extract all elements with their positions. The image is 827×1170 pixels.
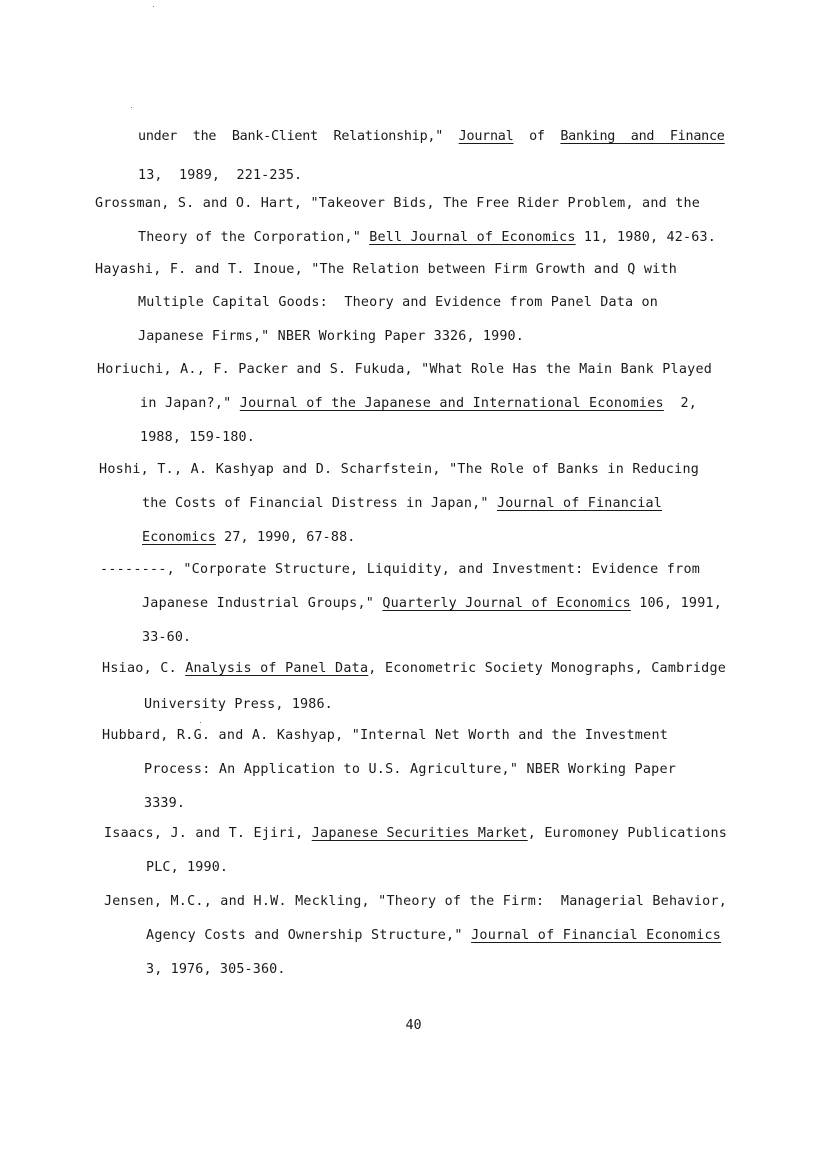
reference-line [95,196,700,212]
reference-text: 11, 1980, 42-63. [575,230,717,245]
underlined-title: Quarterly Journal of Economics [382,596,631,611]
underlined-title: Japanese Securities Market [311,826,528,841]
reference-text: Process: An Application to U.S. Agriculture," NBER Working Paper [144,762,677,777]
reference-text: 13, 1989, 221-235. [138,168,303,183]
reference-line [144,697,333,713]
reference-text: Grossman, S. and O. Hart, "Takeover Bids, The Free Rider Problem, and the [95,196,701,211]
reference-text: Agency Costs and Ownership Structure," [146,928,472,943]
reference-text: PLC, 1990. [146,860,229,875]
reference-text: Theory of the Corporation," [138,230,370,245]
reference-line [99,462,699,478]
reference-line [144,762,676,778]
page-number: 40 [405,1018,422,1033]
reference-text: 106, 1991, [630,596,723,611]
reference-text: Horiuchi, A., F. Packer and S. Fukuda, "What Role Has the Main Bank Played [97,362,713,377]
reference-line [138,230,716,246]
reference-text: under the Bank-Client Relationship," [138,129,459,144]
reference-text: Japanese Firms," NBER Working Paper 3326, 1990. [138,329,524,344]
underlined-title: Banking and Finance [560,129,725,144]
reference-text: University Press, 1986. [144,697,333,712]
reference-line [142,596,722,612]
scan-speck [131,107,132,108]
reference-text: , Euromoney Publications [527,826,728,841]
reference-text: 27, 1990, 67-88. [215,530,356,545]
reference-line [146,928,721,944]
reference-line [138,129,725,145]
underlined-title: Analysis of Panel Data [185,661,369,676]
scan-speck [200,722,201,723]
reference-line [142,630,191,646]
reference-line [97,362,712,378]
reference-text: , Econometric Society Monographs, Cambridge [368,661,727,676]
scan-speck [153,6,154,7]
reference-line [142,496,662,512]
reference-line [140,430,255,446]
reference-text: of [513,129,561,144]
reference-text: --------, "Corporate Structure, Liquidity, and Investment: Evidence from [100,562,701,577]
reference-text: in Japan?," [140,396,240,411]
reference-text: Hubbard, R.G. and A. Kashyap, "Internal Net Worth and the Investment [102,728,669,743]
reference-line [146,860,228,876]
reference-line [138,168,302,184]
underlined-title: Journal of the Japanese and International Economies [239,396,664,411]
reference-line [146,962,286,978]
reference-line [142,530,356,546]
reference-line [144,796,185,812]
reference-text: 3339. [144,796,186,811]
reference-line [95,262,677,278]
underlined-title: Journal [458,129,514,144]
reference-line [104,894,727,910]
reference-text: Hoshi, T., A. Kashyap and D. Scharfstein, "The Role of Banks in Reducing [99,462,700,477]
reference-text: Hsiao, C. [102,661,186,676]
underlined-title: Journal of Financial [496,496,663,511]
reference-line [138,295,658,311]
reference-text: the Costs of Financial Distress in Japan," [142,496,497,511]
reference-line [140,396,697,412]
reference-text: 3, 1976, 305-360. [146,962,286,977]
reference-text: Multiple Capital Goods: Theory and Evidence from Panel Data on [138,295,659,310]
underlined-title: Journal of Financial Economics [471,928,722,943]
reference-line [100,562,700,578]
reference-text: Jensen, M.C., and H.W. Meckling, "Theory of the Firm: Managerial Behavior, [104,894,728,909]
reference-text: 33-60. [142,630,192,645]
underlined-title: Economics [142,530,216,545]
reference-text: 2, [663,396,698,411]
reference-text: Isaacs, J. and T. Ejiri, [104,826,312,841]
reference-line [138,329,524,345]
underlined-title: Bell Journal of Economics [369,230,576,245]
reference-line [102,661,726,677]
reference-text: Hayashi, F. and T. Inoue, "The Relation between Firm Growth and Q with [95,262,678,277]
reference-text: 1988, 159-180. [140,430,255,445]
reference-text: Japanese Industrial Groups," [142,596,383,611]
reference-line [104,826,727,842]
reference-line [102,728,668,744]
